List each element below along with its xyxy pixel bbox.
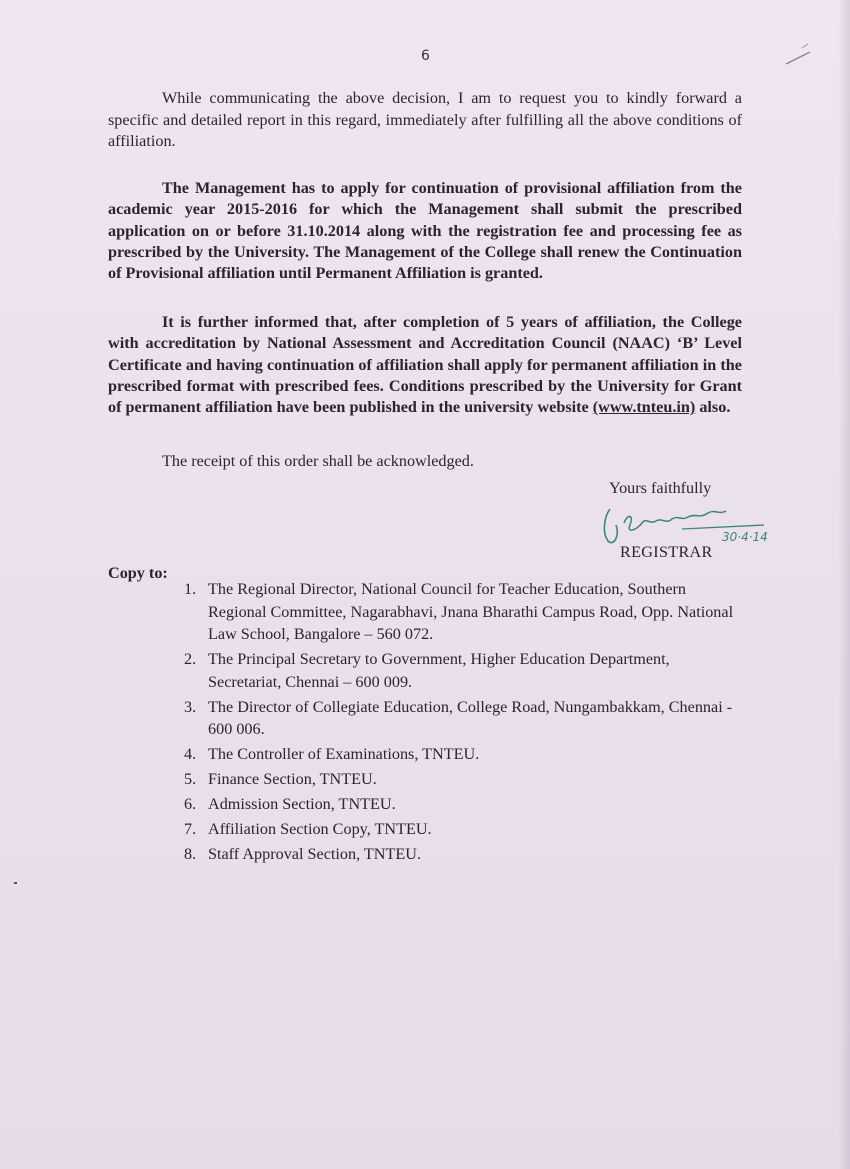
- copy-to-item-number: 6.: [184, 795, 197, 813]
- copy-to-item-text: Affiliation Section Copy, TNTEU.: [208, 820, 432, 838]
- copy-to-item: [184, 793, 744, 816]
- paragraph-report-request: While communicating the above decision, I am to request you to kindly forward a specific and detailed report in this regard, immediately after fulfilling all the above conditions of affiliation.: [108, 89, 742, 150]
- copy-to-item-text: Staff Approval Section, TNTEU.: [208, 845, 421, 863]
- signature-date: 30·4·14: [722, 530, 768, 544]
- copy-to-item: [184, 743, 744, 766]
- copy-to-item-number: 1.: [184, 580, 197, 598]
- scan-speck: [14, 882, 17, 884]
- closing-salutation: Yours faithfully: [609, 479, 712, 497]
- copy-to-item: [184, 578, 744, 646]
- copy-to-list: [184, 578, 744, 868]
- copy-to-item-text: Admission Section, TNTEU.: [208, 795, 396, 813]
- copy-to-item: [184, 768, 744, 791]
- university-website-link[interactable]: (www.tnteu.in): [592, 398, 696, 417]
- copy-to-item-number: 3.: [184, 697, 197, 716]
- paragraph-permanent-affiliation-end: also.: [695, 398, 731, 417]
- copy-to-item-text: The Controller of Examinations, TNTEU.: [208, 745, 480, 763]
- paragraph-continuation-affiliation: The Management has to apply for continuation of provisional affiliation from the academic year 2015-2016 for which the Management shall submit the prescribed application on or before 31.10.2014 along with the registration fee and processing fee as prescribed by the University. The Management of the College shall renew the Continuation of Provisional affiliation until Permanent Affiliation is granted.: [108, 179, 742, 283]
- copy-to-heading: Copy to:: [108, 564, 168, 582]
- copy-to-item-number: 2.: [184, 650, 197, 668]
- copy-to-item: [184, 843, 744, 866]
- page-number: 6: [421, 48, 430, 64]
- paragraph-acknowledgement: The receipt of this order shall be acknowledged.: [162, 452, 474, 470]
- copy-to-item: [184, 696, 744, 741]
- copy-to-item-text: The Director of Collegiate Education, College Road, Nungambakkam, Chennai - 600 006.: [208, 697, 733, 738]
- registrar-designation: REGISTRAR: [620, 543, 713, 561]
- copy-to-item: [184, 648, 744, 693]
- copy-to-item-text: The Principal Secretary to Government, Higher Education Department, Secretariat, Chennai – 600 009.: [208, 650, 670, 691]
- copy-to-item-number: 7.: [184, 820, 197, 838]
- copy-to-item: [184, 818, 744, 841]
- paragraph-permanent-affiliation-text: It is further informed that, after completion of 5 years of affiliation, the College with accreditation by National Assessment and Accreditation Council (NAAC) ‘B’ Level Certificate and having continuation of affiliation shall apply for permanent affiliation in the prescribed format with prescribed fees. Conditions prescribed by the University for Grant of permanent affiliation have been published in the university website: [108, 313, 742, 417]
- copy-to-item-text: The Regional Director, National Council for Teacher Education, Southern Regional Committee, Nagarabhavi, Jnana Bharathi Campus Road, Opp. National Law School, Bangalore – 560 072.: [208, 580, 734, 643]
- scan-mark: [780, 38, 820, 78]
- copy-to-item-text: Finance Section, TNTEU.: [208, 770, 377, 788]
- copy-to-item-number: 4.: [184, 745, 197, 763]
- paragraph-permanent-affiliation: [108, 312, 742, 418]
- copy-to-item-number: 8.: [184, 845, 197, 863]
- copy-to-item-number: 5.: [184, 770, 197, 788]
